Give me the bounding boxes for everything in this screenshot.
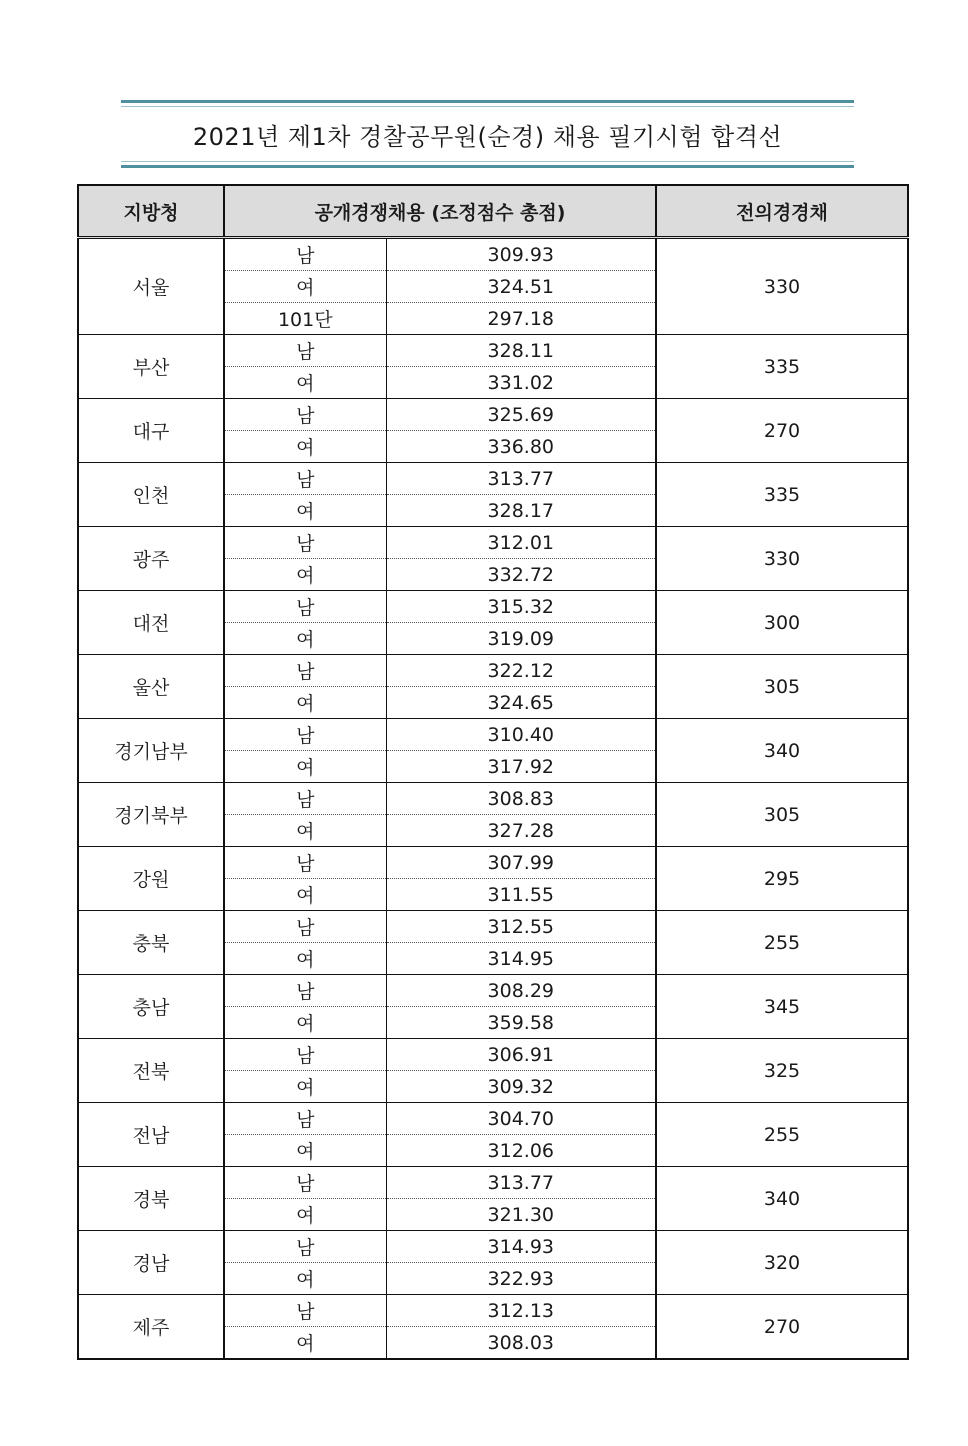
jeon-score-cell: 340 <box>656 1167 908 1231</box>
category-cell: 여 <box>224 431 386 463</box>
score-cell: 319.09 <box>386 623 656 655</box>
category-cell: 남 <box>224 911 386 943</box>
category-cell: 여 <box>224 1071 386 1103</box>
table-row <box>78 655 908 687</box>
category-cell: 남 <box>224 1231 386 1263</box>
category-cell: 남 <box>224 655 386 687</box>
score-cell: 312.01 <box>386 527 656 559</box>
score-cell: 312.06 <box>386 1135 656 1167</box>
jeon-score-cell: 295 <box>656 847 908 911</box>
score-cell: 315.32 <box>386 591 656 623</box>
jeon-score-cell: 335 <box>656 335 908 399</box>
region-cell: 대구 <box>78 399 224 463</box>
category-cell: 남 <box>224 783 386 815</box>
score-cell: 317.92 <box>386 751 656 783</box>
region-cell: 경기남부 <box>78 719 224 783</box>
region-cell: 전남 <box>78 1103 224 1167</box>
table-row <box>78 1295 908 1327</box>
category-cell: 남 <box>224 719 386 751</box>
table-row <box>78 1039 908 1071</box>
category-cell: 남 <box>224 1295 386 1327</box>
score-cell: 311.55 <box>386 879 656 911</box>
category-cell: 남 <box>224 335 386 367</box>
region-cell: 강원 <box>78 847 224 911</box>
table-row <box>78 1231 908 1263</box>
table-body <box>78 238 908 1360</box>
score-cell: 331.02 <box>386 367 656 399</box>
jeon-score-cell: 255 <box>656 1103 908 1167</box>
category-cell: 남 <box>224 1039 386 1071</box>
jeon-score-cell: 300 <box>656 591 908 655</box>
region-cell: 경기북부 <box>78 783 224 847</box>
table-row <box>78 527 908 559</box>
jeon-score-cell: 330 <box>656 238 908 335</box>
score-cell: 324.51 <box>386 271 656 303</box>
jeon-score-cell: 270 <box>656 1295 908 1360</box>
category-cell: 여 <box>224 815 386 847</box>
score-cell: 314.93 <box>386 1231 656 1263</box>
region-cell: 충북 <box>78 911 224 975</box>
category-cell: 남 <box>224 1103 386 1135</box>
score-cell: 359.58 <box>386 1007 656 1039</box>
score-cell: 313.77 <box>386 1167 656 1199</box>
score-cell: 336.80 <box>386 431 656 463</box>
region-cell: 제주 <box>78 1295 224 1360</box>
jeon-score-cell: 335 <box>656 463 908 527</box>
score-cell: 306.91 <box>386 1039 656 1071</box>
region-cell: 부산 <box>78 335 224 399</box>
category-cell: 여 <box>224 943 386 975</box>
table-row <box>78 399 908 431</box>
score-cell: 324.65 <box>386 687 656 719</box>
score-cell: 304.70 <box>386 1103 656 1135</box>
table-row <box>78 1167 908 1199</box>
score-cell: 308.29 <box>386 975 656 1007</box>
score-cell: 314.95 <box>386 943 656 975</box>
region-cell: 전북 <box>78 1039 224 1103</box>
score-cell: 322.93 <box>386 1263 656 1295</box>
score-cell: 312.55 <box>386 911 656 943</box>
table-row <box>78 911 908 943</box>
score-cell: 308.83 <box>386 783 656 815</box>
table-row <box>78 591 908 623</box>
category-cell: 여 <box>224 367 386 399</box>
region-cell: 경북 <box>78 1167 224 1231</box>
score-cell: 332.72 <box>386 559 656 591</box>
score-cell: 309.32 <box>386 1071 656 1103</box>
category-cell: 여 <box>224 1135 386 1167</box>
category-cell: 여 <box>224 271 386 303</box>
category-cell: 남 <box>224 399 386 431</box>
jeon-score-cell: 270 <box>656 399 908 463</box>
header-open-recruitment: 공개경쟁채용 (조정점수 총점) <box>224 185 656 238</box>
category-cell: 여 <box>224 495 386 527</box>
category-cell: 남 <box>224 847 386 879</box>
table-row <box>78 1103 908 1135</box>
category-cell: 남 <box>224 238 386 271</box>
category-cell: 101단 <box>224 303 386 335</box>
page-title: 2021년 제1차 경찰공무원(순경) 채용 필기시험 합격선 <box>192 122 783 151</box>
score-cell: 313.77 <box>386 463 656 495</box>
score-cell: 327.28 <box>386 815 656 847</box>
score-cell: 328.17 <box>386 495 656 527</box>
score-cell: 312.13 <box>386 1295 656 1327</box>
region-cell: 서울 <box>78 238 224 335</box>
table-row <box>78 463 908 495</box>
table-row <box>78 719 908 751</box>
category-cell: 남 <box>224 463 386 495</box>
table-row <box>78 975 908 1007</box>
score-cell: 307.99 <box>386 847 656 879</box>
category-cell: 여 <box>224 687 386 719</box>
jeon-score-cell: 340 <box>656 719 908 783</box>
score-cell: 328.11 <box>386 335 656 367</box>
category-cell: 남 <box>224 975 386 1007</box>
category-cell: 여 <box>224 1199 386 1231</box>
category-cell: 남 <box>224 1167 386 1199</box>
score-cell: 309.93 <box>386 238 656 271</box>
jeon-score-cell: 305 <box>656 783 908 847</box>
title-banner <box>121 100 854 168</box>
table-row <box>78 238 908 271</box>
region-cell: 광주 <box>78 527 224 591</box>
category-cell: 여 <box>224 623 386 655</box>
score-cell: 308.03 <box>386 1327 656 1360</box>
region-cell: 경남 <box>78 1231 224 1295</box>
cutoff-table <box>77 184 909 1360</box>
category-cell: 여 <box>224 1327 386 1360</box>
region-cell: 대전 <box>78 591 224 655</box>
score-cell: 310.40 <box>386 719 656 751</box>
jeon-score-cell: 345 <box>656 975 908 1039</box>
score-cell: 321.30 <box>386 1199 656 1231</box>
table-row <box>78 783 908 815</box>
header-row <box>78 185 908 238</box>
header-region: 지방청 <box>78 185 224 238</box>
table-row <box>78 335 908 367</box>
category-cell: 여 <box>224 879 386 911</box>
jeon-score-cell: 305 <box>656 655 908 719</box>
category-cell: 여 <box>224 751 386 783</box>
jeon-score-cell: 255 <box>656 911 908 975</box>
score-cell: 297.18 <box>386 303 656 335</box>
category-cell: 남 <box>224 591 386 623</box>
category-cell: 여 <box>224 559 386 591</box>
jeon-score-cell: 325 <box>656 1039 908 1103</box>
jeon-score-cell: 320 <box>656 1231 908 1295</box>
score-cell: 322.12 <box>386 655 656 687</box>
table-row <box>78 847 908 879</box>
region-cell: 충남 <box>78 975 224 1039</box>
region-cell: 인천 <box>78 463 224 527</box>
category-cell: 여 <box>224 1007 386 1039</box>
header-jeon-recruitment: 전의경경채 <box>656 185 908 238</box>
score-cell: 325.69 <box>386 399 656 431</box>
category-cell: 여 <box>224 1263 386 1295</box>
region-cell: 울산 <box>78 655 224 719</box>
category-cell: 남 <box>224 527 386 559</box>
jeon-score-cell: 330 <box>656 527 908 591</box>
